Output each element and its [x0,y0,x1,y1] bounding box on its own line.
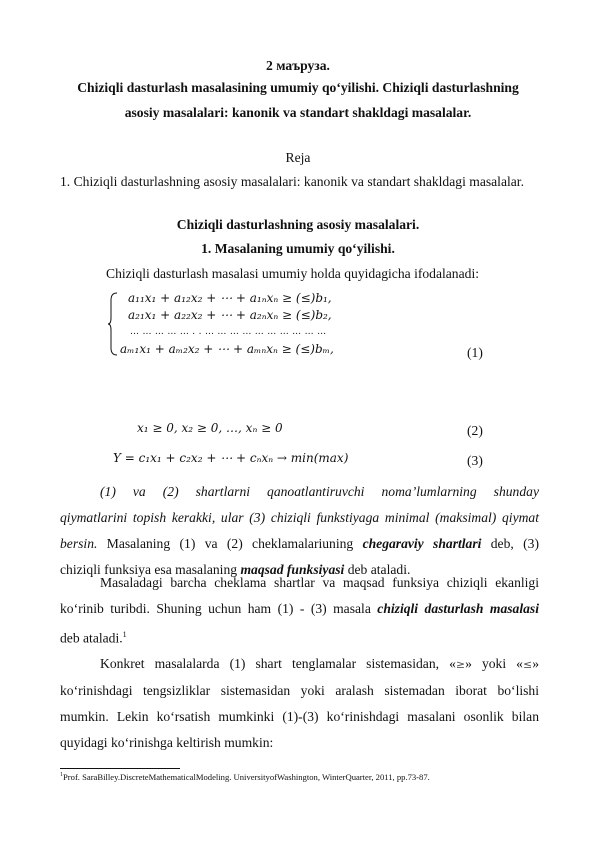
ge-symbol: ≥ [455,658,466,671]
footnote-separator [60,768,180,769]
term-linear-programming-problem: chiziqli dasturlash masalasi [377,601,539,616]
term-objective-function: maqsad funksiyasi [240,562,345,577]
constraint-row-2: a₂₁x₁ + a₂₂x₂ + ⋯ + a₂ₙxₙ ≥ (≤)b₂, [128,308,332,322]
plan-heading: Reja [285,150,311,165]
equation-label-3: (3) [467,453,483,468]
title-line-2: asosiy masalalari: kanonik va standart shakldagi masalalar. [124,105,472,120]
footnote-text: Prof. SaraBilley.DiscreteMathematicalModeling. UniversityofWashington, WinterQuarter, 2011, pp.73-87. [63,772,430,782]
para1-text: Masalaning (1) va (2) cheklamalariuning [97,536,363,551]
para3-text-mid: » yoki « [465,656,523,671]
equation-label-2: (2) [467,423,483,438]
left-brace [108,292,118,356]
footnote [60,772,430,782]
equation-label-1: (1) [467,345,483,360]
constraint-row-dots: … … … … … . . … … … … … … … … … … [130,327,327,337]
footnote-reference: 1 [122,630,127,639]
para2-text-3: deb ataladi. [60,630,123,646]
para3-text-end: » [532,656,539,671]
paragraph-conditions [60,479,539,583]
section-heading: Chiziqli dasturlashning asosiy masalalari. [176,217,420,232]
title-line-1: Chiziqli dasturlash masalasining umumiy qo‘yilishi. Chiziqli dasturlashning [77,80,519,95]
para2-line-3 [60,622,539,652]
para1-bersin: bersin. [60,536,98,551]
para3-line-3: mumkin. Lekin ko‘rsatish mumkinki (1)-(3) ko‘rinishdagi masalani osonlik bilan [60,709,539,724]
le-symbol: ≤ [522,658,533,671]
term-boundary-conditions: chegaraviy shartlari [362,536,482,551]
para1-line-1: (1) va (2) shartlarni qanoatlantiruvchi noma’lumlarning shunday [100,484,539,499]
para2-text: ko‘rinib turibdi. Shuning uchun ham (1) - (3) masala [60,601,378,616]
subsection-heading: 1. Masalaning umumiy qo‘yilishi. [201,241,395,256]
constraint-row-m: aₘ₁x₁ + aₘ₂x₂ + ⋯ + aₘₙxₙ ≥ (≤)bₘ, [120,342,334,356]
para3-line-2: ko‘rinishdagi tengsizliklar sistemasidan yoki aralash sistemadan iborat bo‘lishi [60,683,539,698]
plan-item: 1. Chiziqli dasturlashning asosiy masalalari: kanonik va standart shakldagi masalalar. [60,174,524,189]
para1-text-4: chiziqli funksiya esa masalaning [60,562,241,577]
para1-line-3 [60,531,539,557]
nonnegativity-constraints: x₁ ≥ 0, x₂ ≥ 0, …, xₙ ≥ 0 [137,421,283,435]
para3-text: Konkret masalalarda (1) shart tenglamalar sistemasidan, « [100,656,456,671]
para3-line-4: quyidagi ko‘rinishga keltirish mumkin: [60,735,274,750]
footnote-mark: 1 [60,772,63,779]
para1-text-end: deb, (3) [481,536,539,551]
para1-line-2: qiymatlarini topish kerakki, ular (3) chiziqli funkstiyaga minimal (maksimal) qiymat [60,510,539,525]
para1-text-4-end: deb ataladi. [344,562,411,577]
paragraph-concrete-problems [60,651,539,756]
objective-function: Y = c₁x₁ + c₂x₂ + ⋯ + cₙxₙ → min(max) [113,451,349,465]
lecture-number: 2 маъруза. [266,58,330,73]
intro-text: Chiziqli dasturlash masalasi umumiy holda quyidagicha ifodalanadi: [106,266,479,281]
constraint-row-1: a₁₁x₁ + a₁₂x₂ + ⋯ + a₁ₙxₙ ≥ (≤)b₁, [128,291,332,305]
para2-line-1: Masaladagi barcha cheklama shartlar va maqsad funksiya chiziqli ekanligi [100,575,539,590]
para3-line-1 [60,651,539,678]
paragraph-lp-definition [60,570,539,652]
para2-line-2 [60,596,539,622]
